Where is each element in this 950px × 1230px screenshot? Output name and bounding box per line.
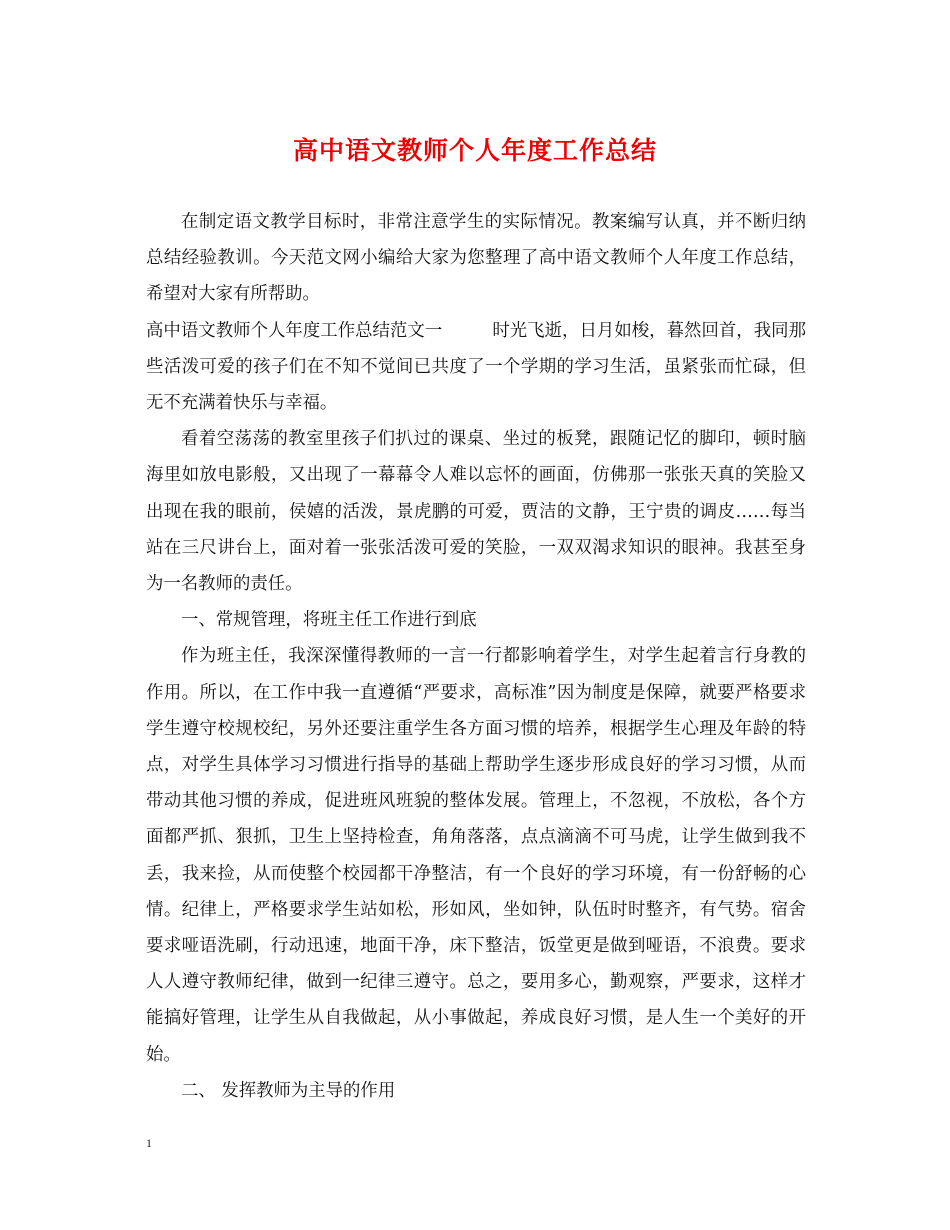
sample-opening-text: 时光飞逝，日月如梭，暮然回首，我同那些活泼可爱的孩子们在不知不觉间已共度了一个学期的学习生活，虽紧张而忙碌，但无不充满着快乐与幸福。 [146,320,806,414]
sample-heading: 高中语文教师个人年度工作总结范文一 [146,320,443,341]
document-body [146,204,806,1109]
document-title: 高中语文教师个人年度工作总结 [292,136,657,165]
section-heading-2: 二、 发挥教师为主导的作用 [181,1080,396,1101]
management-paragraph: 作为班主任，我深深懂得教师的一言一行都影响着学生，对学生起着言行身教的作用。所以，在工作中我一直遵循“严要求，高标准”因为制度是保障，就要严格要求学生遵守校规校纪，另外还要注重学生各方面习惯的培养，根据学生心理及年龄的特点，对学生具体学习习惯进行指导的基础上帮助学生逐步形成良好的学习习惯，从而带动其他习惯的养成，促进班风班貌的整体发展。管理上，不忽视，不放松，各个方面都严抓、狠抓，卫生上坚持检查，角角落落，点点滴滴不可马虎，让学生做到我不丢，我来捡，从而使整个校园都干净整洁，有一个良好的学习环境，有一份舒畅的心情。纪律上，严格要求学生站如松，形如风，坐如钟，队伍时时整齐，有气势。宿舍要求哑语洗刷，行动迅速，地面干净，床下整洁，饭堂更是做到哑语，不浪费。要求人人遵守教师纪律，做到一纪律三遵守。总之，要用多心，勤观察，严要求，这样才能搞好管理，让学生从自我做起，从小事做起，养成良好习惯，是人生一个美好的开始。 [146,646,806,1065]
section-heading-1: 一、常规管理，将班主任工作进行到底 [181,610,477,631]
classroom-memory-paragraph: 看着空荡荡的教室里孩子们扒过的课桌、坐过的板凳，跟随记忆的脚印，顿时脑海里如放电影般，又出现了一幕幕令人难以忘怀的画面，仿佛那一张张天真的笑脸又出现在我的眼前，侯嬉的活泼，景虎鹏的可爱，贾洁的文静，王宁贵的调皮……每当站在三尺讲台上，面对着一张张活泼可爱的笑脸，一双双渴求知识的眼神。我甚至身为一名教师的责任。 [146,429,806,595]
intro-paragraph: 在制定语文教学目标时，非常注意学生的实际情况。教案编写认真，并不断归纳总结经验教训。今天范文网小编给大家为您整理了高中语文教师个人年度工作总结，希望对大家有所帮助。 [146,212,806,305]
sample-paragraph [146,313,806,422]
page-number: 1 [146,1136,152,1150]
